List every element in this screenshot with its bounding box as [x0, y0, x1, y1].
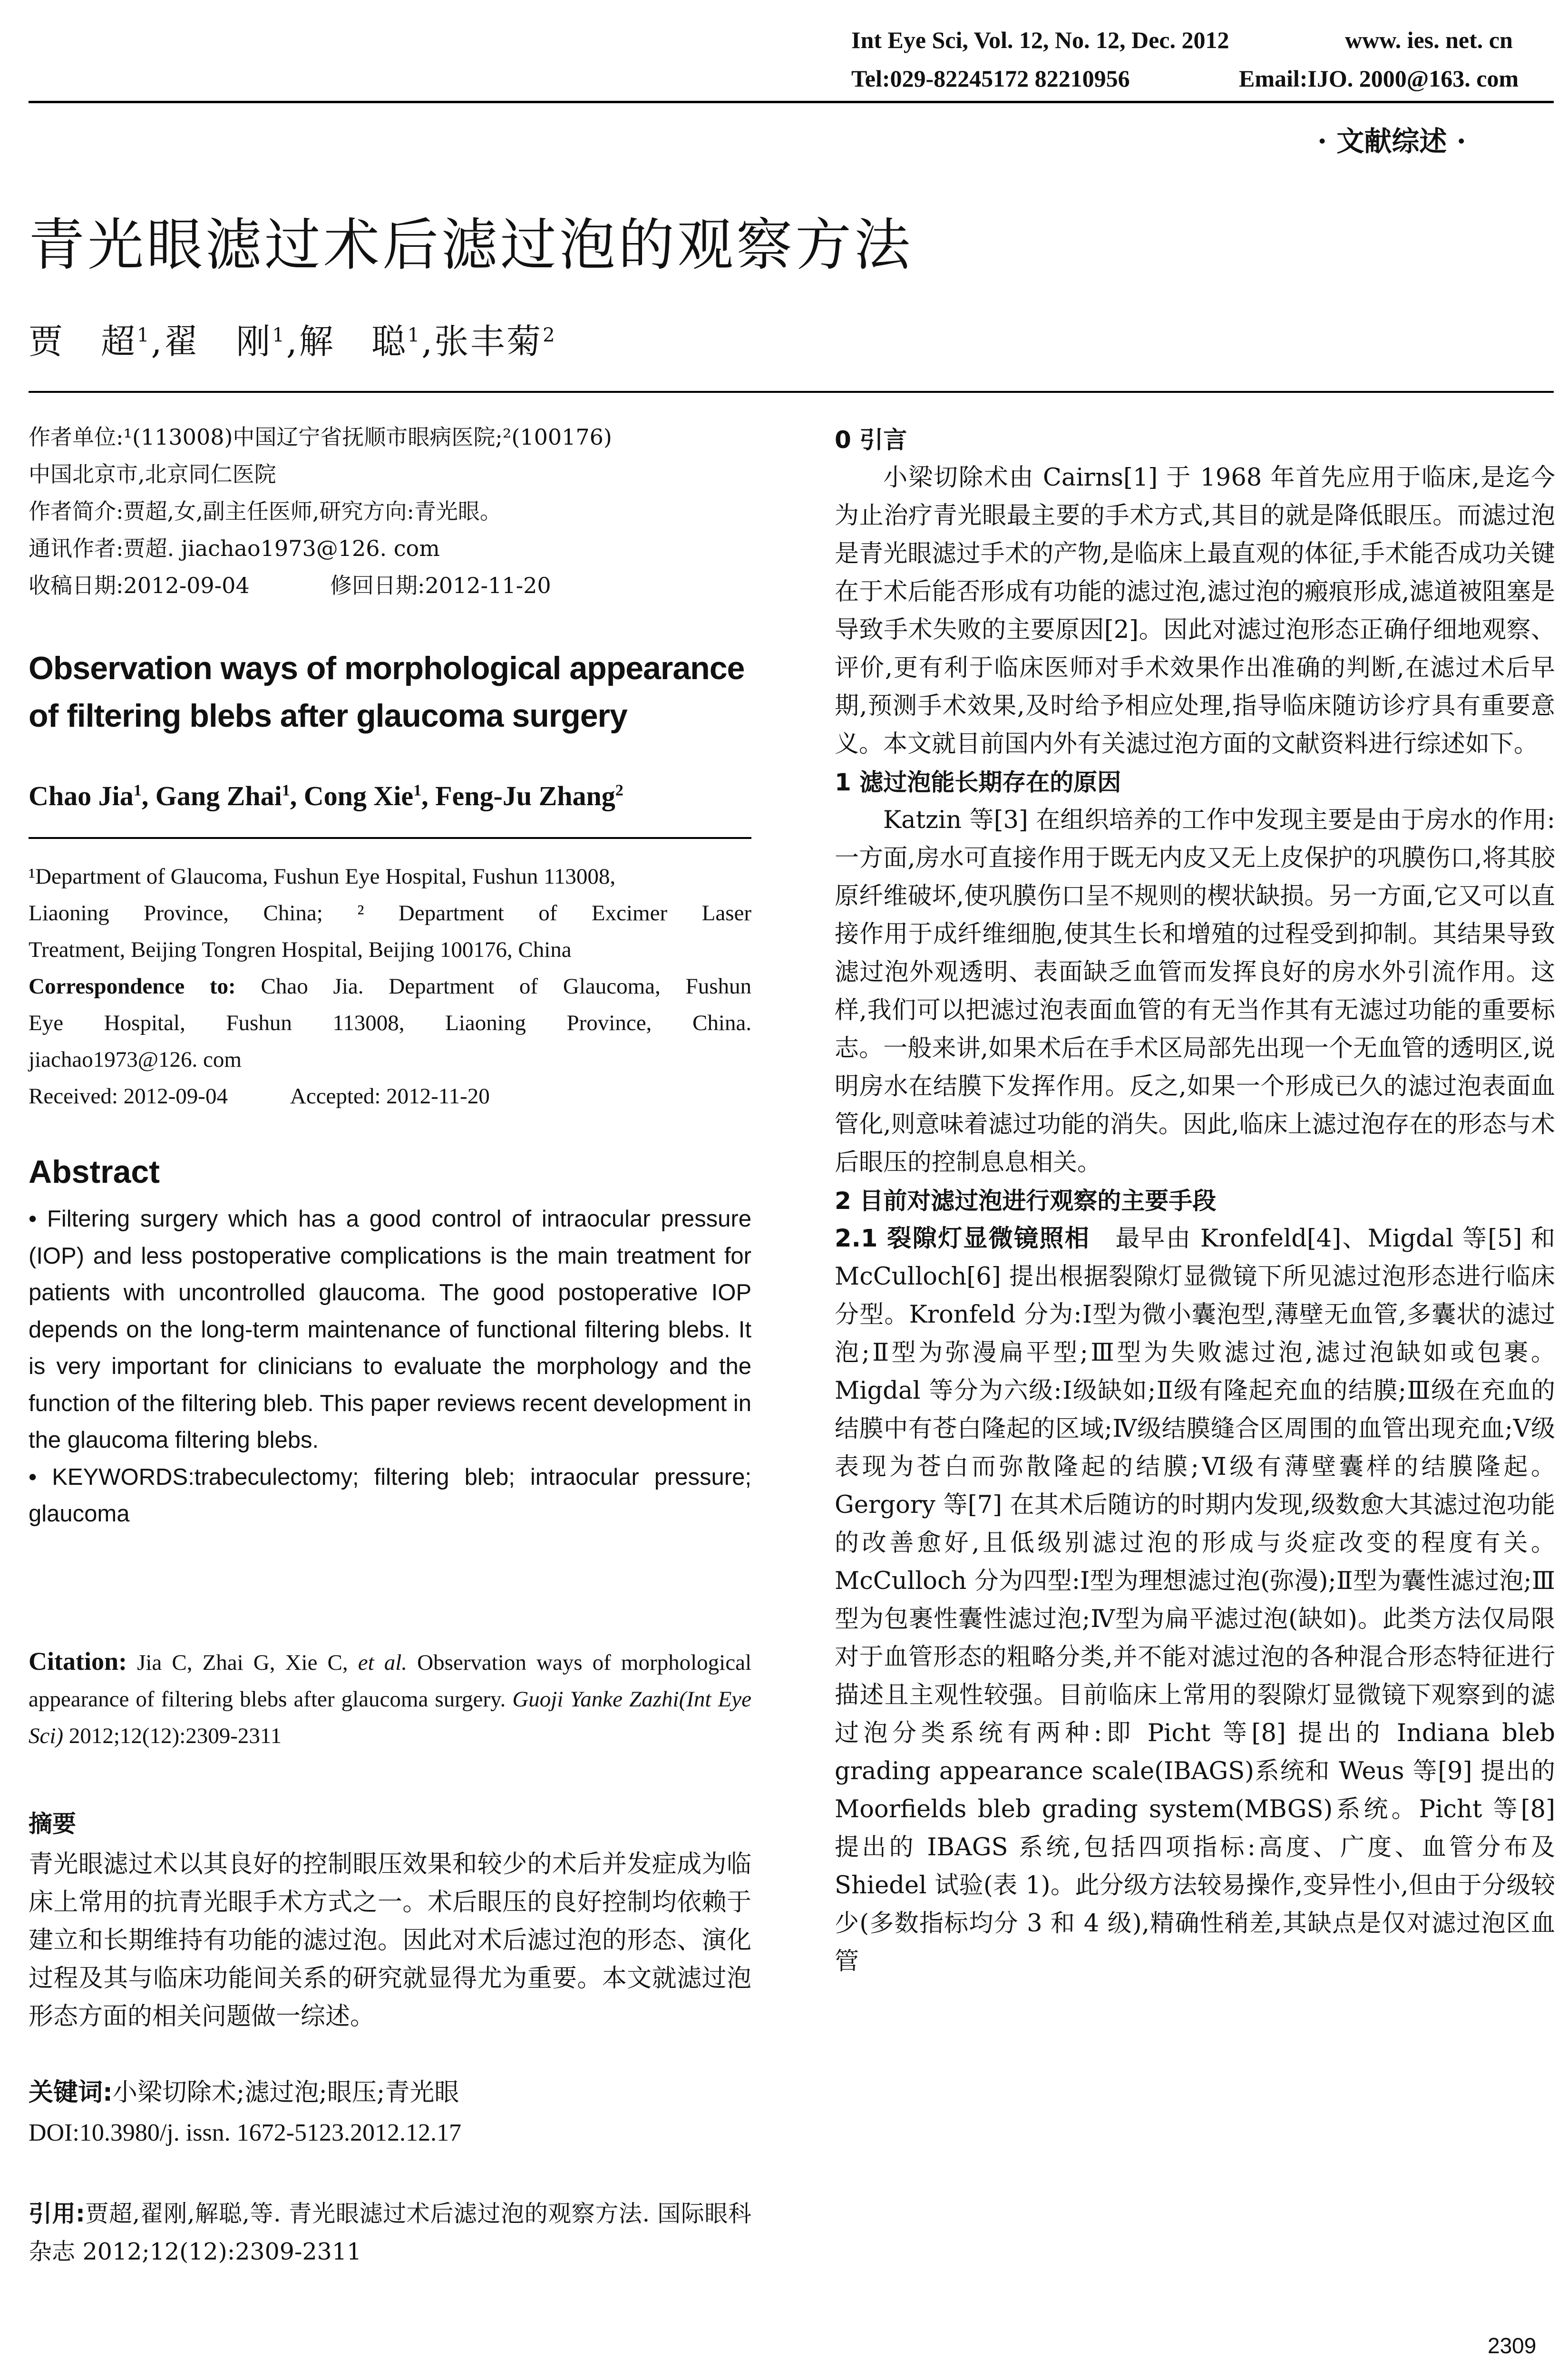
citation-cn-label: 引用:	[29, 2200, 85, 2227]
journal-tel: Tel:029-82245172 82210956	[851, 65, 1130, 92]
doi: DOI:10.3980/j. issn. 1672-5123.2012.12.17	[29, 2119, 461, 2146]
correspondence-email: jiachao1973@126. com	[29, 1047, 242, 1072]
sec0-heading: 0 引言	[835, 426, 907, 454]
author-bio-cn: 作者简介:贾超,女,副主任医师,研究方向:青光眼。	[29, 498, 502, 524]
authors-rule	[29, 837, 751, 839]
citation-cn	[29, 2195, 751, 2271]
journal-website: www. ies. net. cn	[1345, 27, 1513, 53]
keywords-cn-text: 小梁切除术;滤过泡;眼压;青光眼	[112, 2078, 459, 2107]
author-separator: ,	[286, 321, 299, 361]
title-en	[29, 644, 751, 740]
title-en-line1: Observation ways of morphological appearance	[29, 650, 745, 686]
citation-ref: 2012;12(12):2309-2311	[68, 1724, 282, 1748]
main-body	[835, 421, 1555, 1981]
author-en: Chao Jia$^1$, Gang Zhai$^1$, Cong Xie$^1$, Feng-Ju Zhang$^2$	[29, 780, 623, 811]
correspondence-cn: 通讯作者:贾超. jiachao1973@126. com	[29, 536, 440, 561]
abstract-heading: Abstract	[29, 1154, 160, 1190]
author-cn-affiliation-mark: 1	[407, 324, 422, 346]
keywords-cn	[29, 2074, 751, 2112]
dates-cn	[29, 567, 751, 604]
citation-authors: Jia C, Zhai G, Xie C,	[137, 1650, 348, 1675]
affiliation-en-line: Liaoning Province, China; ² Department of Excimer Laser	[29, 901, 751, 925]
author-cn-affiliation-mark: 1	[272, 324, 286, 346]
correspondence-en-line: Eye Hospital, Fushun 113008, Liaoning Province, China.	[29, 1011, 751, 1035]
citation-en	[29, 1643, 751, 1754]
author-cn-affiliation-mark: 1	[137, 324, 151, 346]
header-rule	[29, 101, 1554, 103]
journal-email: Email:IJO. 2000@163. com	[1239, 65, 1519, 92]
affiliation-en-line: Treatment, Beijing Tongren Hospital, Beijing 100176, China	[29, 937, 572, 962]
author-info-cn	[29, 419, 751, 604]
affiliation-en-line: ¹Department of Glaucoma, Fushun Eye Hospital, Fushun 113008,	[29, 864, 616, 889]
author-cn-affiliation-mark: 2	[543, 324, 557, 346]
accepted-date-en: Accepted: 2012-11-20	[290, 1084, 490, 1109]
author-cn-name: 贾 超	[29, 321, 137, 361]
affiliation-cn-line1: 作者单位:¹(113008)中国辽宁省抚顺市眼病医院;²(100176)	[29, 424, 612, 450]
section-label: · 文献综述 ·	[1317, 125, 1466, 157]
author-separator: ,	[421, 321, 435, 361]
authors-cn	[29, 314, 557, 363]
sec2-heading: 2 目前对滤过泡进行观察的主要手段	[835, 1187, 1217, 1215]
authors-en	[29, 780, 751, 812]
sec1-heading: 1 滤过泡能长期存在的原因	[835, 769, 1121, 796]
abstract-keywords: • KEYWORDS:trabeculectomy; filtering bleb; intraocular pressure; glaucoma	[29, 1464, 751, 1527]
correspondence-en-line	[29, 968, 751, 1005]
author-cn-name: 张丰菊	[434, 321, 543, 361]
received-date-en: Received: 2012-09-04	[29, 1084, 228, 1109]
abstract-text: • Filtering surgery which has a good control of intraocular pressure (IOP) and less postoperative complications is the main treatment for patients with uncontrolled glaucoma. The good postoperative IOP depends on the long-term maintenance of functional filtering blebs. It is very important for clinicians to evaluate the morphology and the function of the filtering bleb. This paper reviews recent development in the glaucoma filtering blebs.	[29, 1206, 751, 1453]
dates-en	[29, 1078, 751, 1115]
sec21-heading: 2.1 裂隙灯显微镜照相	[835, 1225, 1091, 1253]
author-separator: ,	[151, 321, 164, 361]
citation-journal: Guoji Yanke Zazhi(Int Eye Sci)	[29, 1687, 751, 1748]
citation-etal: et al.	[358, 1650, 408, 1675]
correspondence-text: Chao Jia. Department of Glaucoma, Fushun	[261, 974, 751, 999]
citation-cn-text: 贾超,翟刚,解聪,等. 青光眼滤过术后滤过泡的观察方法. 国际眼科杂志 2012;12(12):2309-2311	[29, 2200, 751, 2265]
affiliation-en	[29, 858, 751, 1115]
keywords-cn-label: 关键词:	[29, 2078, 113, 2107]
affiliation-cn-line2: 中国北京市,北京同仁医院	[29, 461, 276, 487]
sec21-paragraph	[835, 1220, 1555, 1981]
title-rule	[29, 391, 1554, 393]
correspondence-label: Correspondence to:	[29, 974, 236, 999]
citation-label: Citation:	[29, 1647, 127, 1676]
title-en-line2: of filtering blebs after glaucoma surgery	[29, 698, 627, 734]
citation-title: Observation ways of morphological appearance of filtering blebs after glaucoma surgery.	[29, 1650, 752, 1712]
page-title: 青光眼滤过术后滤过泡的观察方法	[29, 212, 914, 278]
page-number: 2309	[1488, 2333, 1537, 2358]
author-cn-name: 翟 刚	[164, 321, 273, 361]
journal-citation-header: Int Eye Sci, Vol. 12, No. 12, Dec. 2012	[851, 27, 1229, 53]
abstract-cn-heading: 摘要	[29, 1810, 76, 1838]
sec0-paragraph: 小梁切除术由 Cairns[1] 于 1968 年首先应用于临床,是迄今为止治疗青光眼最主要的手术方式,其目的就是降低眼压。而滤过泡是青光眼滤过手术的产物,是临床上最直观的体征,手术能否成功关键在于术后能否形成有功能的滤过泡,滤过泡的瘢痕形成,滤道被阻塞是导致手术失败的主要原因[2]。因此对滤过泡形态正确仔细地观察、评价,更有利于临床医师对手术效果作出准确的判断,在滤过术后早期,预测手术效果,及时给予相应处理,指导临床随访诊疗具有重要意义。本文就目前国内外有关滤过泡方面的文献资料进行综述如下。	[835, 464, 1555, 758]
received-date-cn: 收稿日期:2012-09-04	[29, 573, 250, 598]
abstract-cn-body: 青光眼滤过术以其良好的控制眼压效果和较少的术后并发症成为临床上常用的抗青光眼手术方式之一。术后眼压的良好控制均依赖于建立和长期维持有功能的滤过泡。因此对术后滤过泡的形态、演化过程及其与临床功能间关系的研究就显得尤为重要。本文就滤过泡形态方面的相关问题做一综述。	[29, 1850, 751, 2031]
author-cn-name: 解 聪	[299, 321, 408, 361]
revised-date-cn: 修回日期:2012-11-20	[330, 573, 551, 598]
sec1-paragraph: Katzin 等[3] 在组织培养的工作中发现主要是由于房水的作用:一方面,房水可直接作用于既无内皮又无上皮保护的巩膜伤口,将其胶原纤维破坏,使巩膜伤口呈不规则的楔状缺损。另一方面,它又可以直接作用于成纤维细胞,使其生长和增殖的过程受到抑制。其结果导致滤过泡外观透明、表面缺乏血管而发挥良好的房水外引流作用。这样,我们可以把滤过泡表面血管的有无当作其有无滤过功能的重要标志。一般来讲,如果术后在手术区局部先出现一个无血管的透明区,说明房水在结膜下发挥作用。反之,如果一个形成已久的滤过泡表面血管化,则意味着滤过功能的消失。因此,临床上滤过泡存在的形态与术后眼压的控制息息相关。	[835, 806, 1555, 1177]
abstract-body	[29, 1201, 751, 1533]
sec21-text: 最早由 Kronfeld[4]、Migdal 等[5] 和 McCulloch[6] 提出根据裂隙灯显微镜下所见滤过泡形态进行临床分型。Kronfeld 分为:Ⅰ型为微小囊泡型,薄壁无血管,多囊状的滤过泡;Ⅱ型为弥漫扁平型;Ⅲ型为失败滤过泡,滤过泡缺如或包裹。Migdal 等分为六级:Ⅰ级缺如;Ⅱ级有隆起充血的结膜;Ⅲ级在充血的结膜中有苍白隆起的区域;Ⅳ级结膜缝合区周围的血管出现充血;Ⅴ级表现为苍白而弥散隆起的结膜;Ⅵ级有薄壁囊样的结膜隆起。Gergory 等[7] 在其术后随访的时期内发现,级数愈大其滤过泡功能的改善愈好,且低级别滤过泡的形成与炎症改变的程度有关。McCulloch 分为四型:Ⅰ型为理想滤过泡(弥漫);Ⅱ型为囊性滤过泡;Ⅲ型为包裹性囊性滤过泡;Ⅳ型为扁平滤过泡(缺如)。此类方法仅局限对于血管形态的粗略分类,并不能对滤过泡的各种混合形态特征进行描述且主观性较强。目前临床上常用的裂隙灯显微镜下观察到的滤过泡分类系统有两种:即 Picht 等[8] 提出的 Indiana bleb grading appearance scale(IBAGS)系统和 Weus 等[9] 提出的 Moorfields bleb grading system(MBGS)系统。Picht 等[8] 提出的 IBAGS 系统,包括四项指标:高度、广度、血管分布及 Shiedel 试验(表 1)。此分级方法较易操作,变异性小,但由于分级较少(多数指标均分 3 和 4 级),精确性稍差,其缺点是仅对滤过泡区血管	[835, 1225, 1555, 1976]
